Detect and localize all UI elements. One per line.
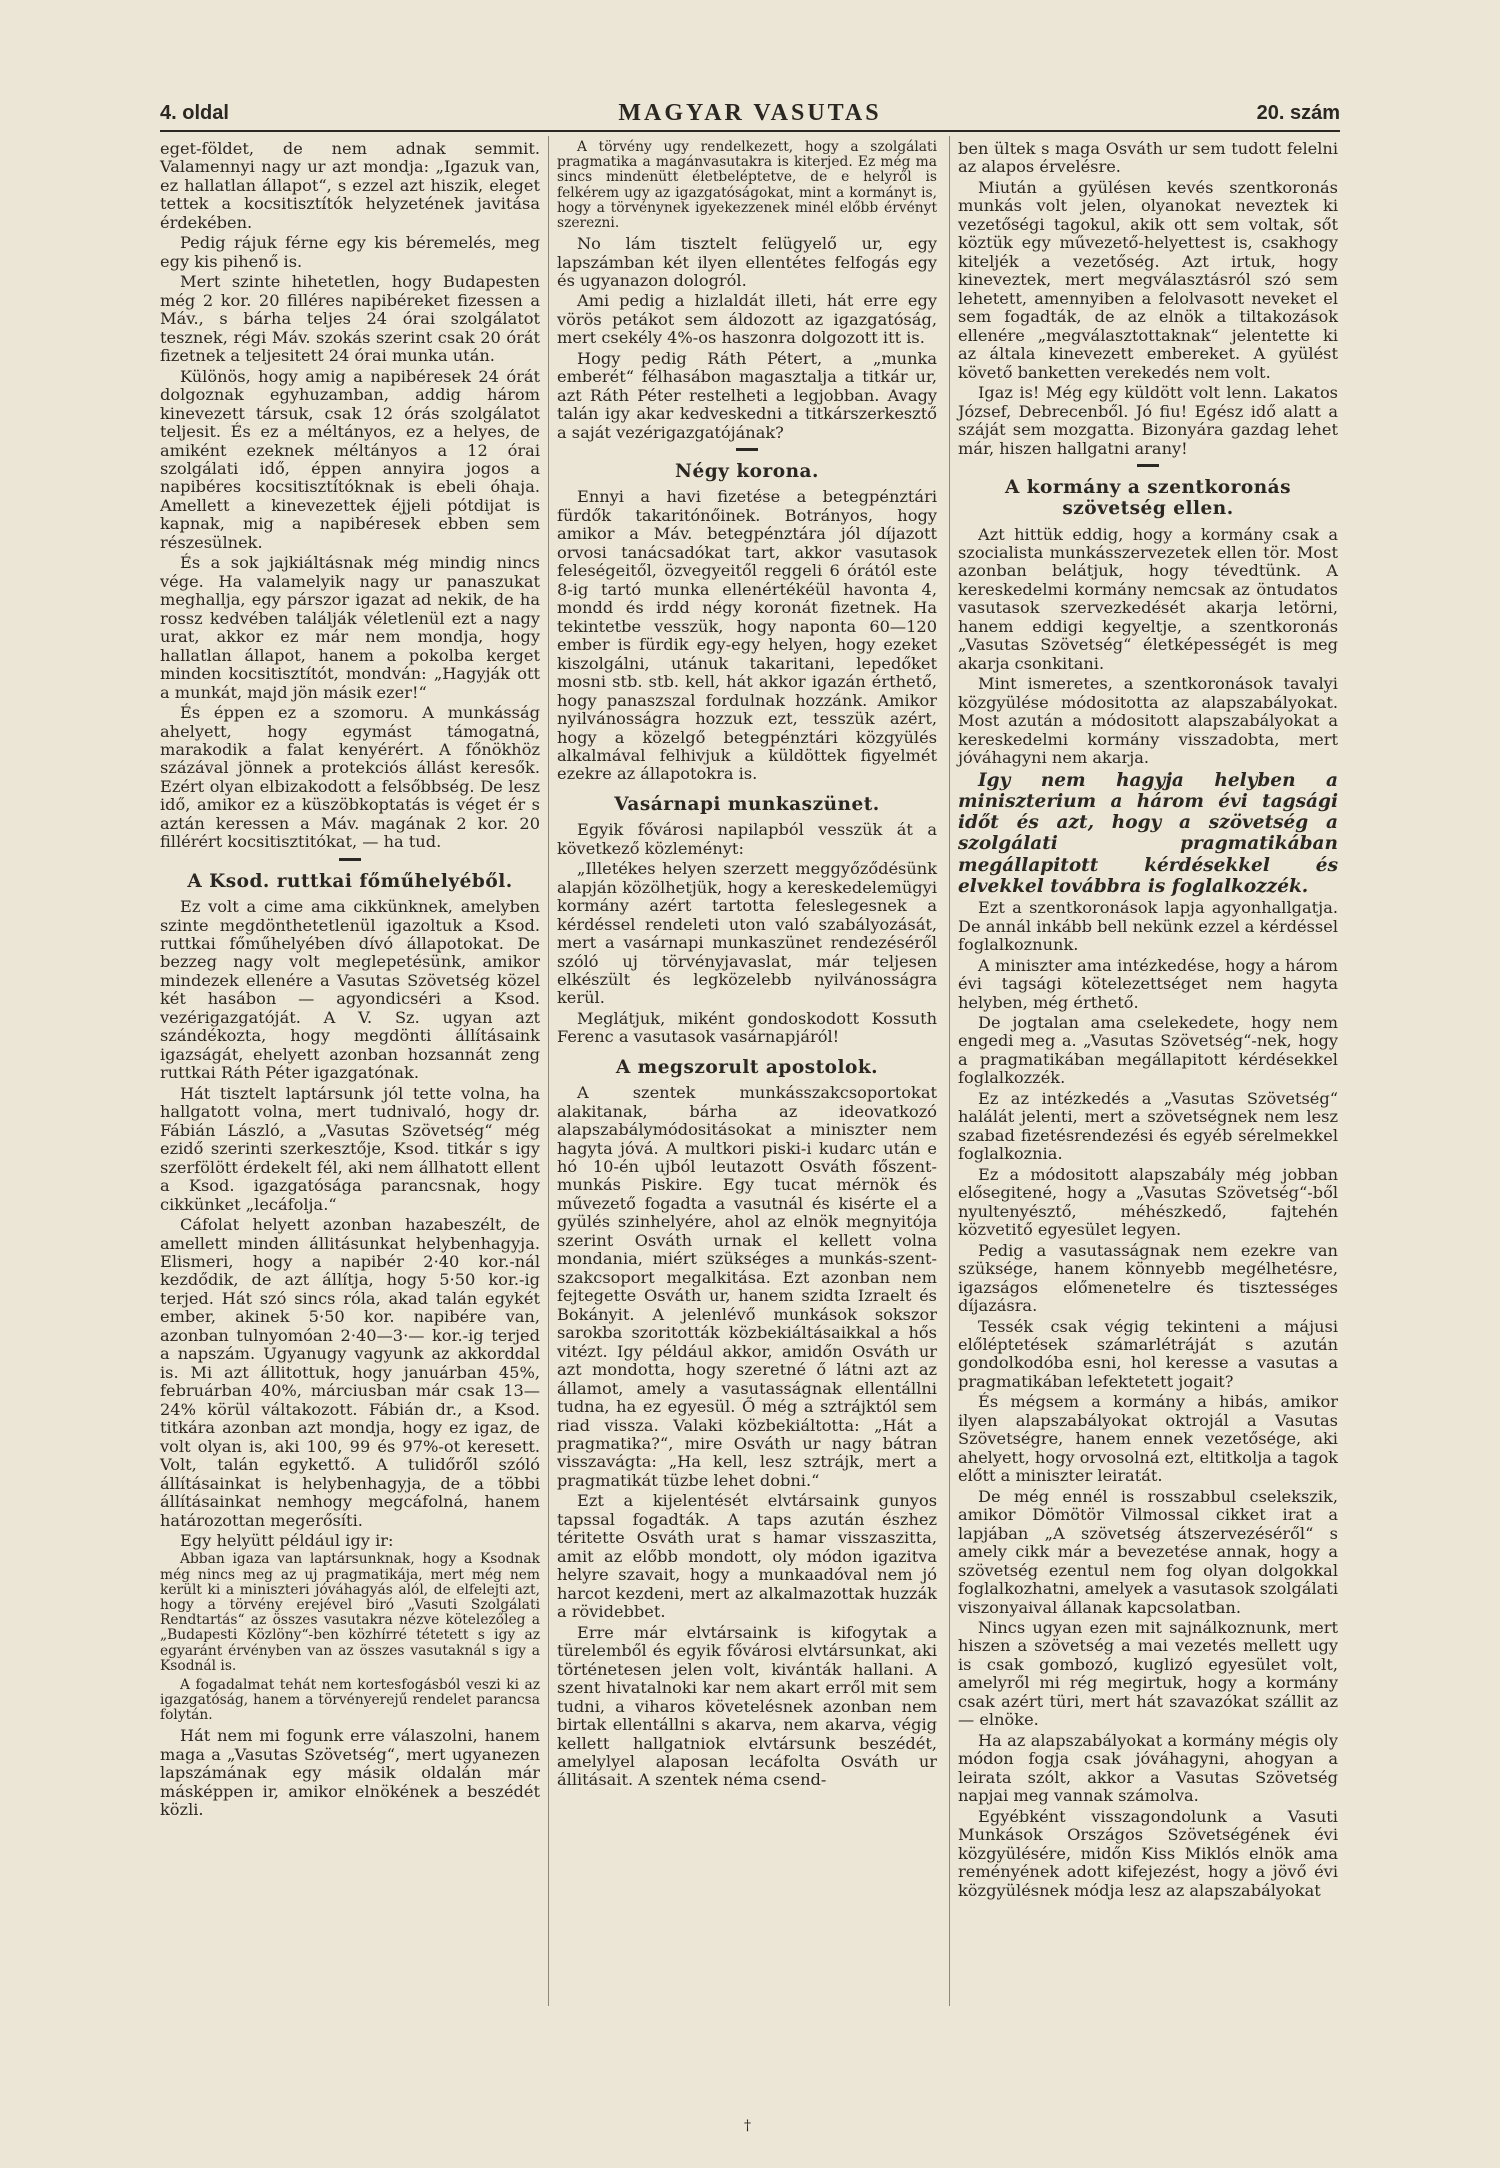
paragraph: Egyébként visszagondolunk a Vasuti Munkások Országos Szövetségének évi közgyülésére, midőn Kiss Miklós elnök ama reményének adott kifejezést, hogy a jövő évi közgyülésnek módja lesz az alapszabályokat (958, 1806, 1338, 1900)
paragraph: De még ennél is rosszabbul cselekszik, amikor Dömötör Vilmossal cikket irat a lapjában „A szövetség átszervezéséről“ s amely cikk már a bevezetése annak, hogy a szövetség ezentul nem fog olyan dolgokkal foglalkozhatni, amelyek a vasutasok szolgálati viszonyaival állanak kapcsolatban. (958, 1486, 1338, 1617)
paragraph: A szentek munkásszakcsoportokat alakitanak, bárha az ideovatkozó alapszabálymódositásokat a miniszter nem hagyta jóvá. A multkori piski-i kudarc után e hó 10-én ujból leutazott Osváth főszent-munkás Piskire. Egy tucat mérnök és művezető fogadta a vasutnál és kisérte el a gyülés szinhelyére, ahol az elnök megnyitója szerint Osváth urnak el kellett volna mondania, miért szükséges a munkás-szent-szakcsoport megalkitása. Ezt azonban nem fejtegette Osváth ur, hanem szidta Izraelt és Bokányit. A jelenlévő munkások sokszor sarokba szoritották közbekiáltásaikkal a hős vitézt. Igy például akkor, amidőn Osváth ur azt mondotta, hogy szeretné ő látni azt az államot, amely a vasutasságnak ellentállni tudna, ha ez egyesül. Ő még a sztrájktól sem riad vissza. Valaki közbekiáltotta: „Hát a pragmatika?“, mire Osváth ur nagy bátran visszavágta: „Ha kell, lesz sztrájk, mert a pragmatikát tüzbe lehet dobni.“ (557, 1083, 937, 1490)
paragraph: Meglátjuk, miként gondoskodott Kossuth Ferenc a vasutasok vasárnapjáról! (557, 1008, 937, 1047)
paragraph: Különös, hogy amig a napibéresek 24 órát dolgoznak egyhuzamban, addig három kinevezett társuk, csak 12 órás szolgálatot teljesit. És ez a méltányos, ez a helyes, de amiként ezeknek méltányos a 12 órai szolgálati idő, éppen annyira jogos a napibéres kocsitisztítóknak is ebeli óhaja. Amellett a kinevezettek éjjeli pótdijat is kapnak, mig a napibéresek ebben sem részesülnek. (160, 366, 540, 552)
paragraph: Cáfolat helyett azonban hazabeszélt, de amellett minden állitásunkat helybenhagyja. Elismeri, hogy a napibér 2·40 kor.-nál kezdődik, de azt állítja, hogy 5·50 kor.-ig terjed. Hát szó sincs róla, akad talán egykét ember, akinek 5·50 kor. napibére van, azonban tulnyomóan 2·40—3·— kor.-ig terjed a napszám. Ugyanugy vagyunk az akkorddal is. Mi azt állitottuk, hogy januárban 45%, februárban 40%, márciusban már csak 13—24% körül váltakozott. Fábián dr., a Ksod. titkára azonban azt mondja, hogy ez igaz, de volt olyan is, aki 100, 99 és 97%-ot keresett. Volt, talán egykettő. A tulidőről szóló állításainkat is helybenhagyja, de a többi állításainkat nemhogy megcáfolná, hanem határozottan megerősíti. (160, 1215, 540, 1530)
page-header (160, 100, 1340, 132)
column-3 (958, 140, 1338, 1902)
paragraph: És a sok jajkiáltásnak még mindig nincs vége. Ha valamelyik nagy ur panaszukat meghallja, egy párszor igazat ad nekik, de ha rossz kedvében találják véletlenül ezt a nagy urat, akkor ez már nem mondja, hogy hallatlan állapot, hanem a pokolba kerget minden kocsitisztítót, mondván: „Hagyják ott a munkát, majd jön másik ezer!“ (160, 553, 540, 702)
paragraph: Ezt a kijelentését elvtársaink gunyos tapssal fogadták. A taps azután észhez téritette Osváth urat s hamar visszaszitta, amit az előbb mondott, oly módon igazitva helyre szavait, hogy a munkaadóval nem jó harcot kezdeni, mert az alkalmazottak huzzák a rövidebbet. (557, 1491, 937, 1622)
paragraph: Hát tisztelt laptársunk jól tette volna, ha hallgatott volna, mert tudnivaló, hogy dr. Fábián László, a „Vasutas Szövetség“ még ezidő szerinti szerkesztője, Ksod. titkár s igy szerfölött érdekelt fél, aki nem állhatott ellent a Ksod. igazgatósága parancsnak, hogy cikkünket „lecáfolja.“ (160, 1083, 540, 1214)
newspaper-title: MAGYAR VASUTAS (618, 100, 882, 126)
column-divider (949, 136, 950, 2006)
paragraph: És éppen ez a szomoru. A munkásság ahelyett, hogy egymást támogatná, marakodik a falat kenyérért. A főnökhöz százával jönnek a protekciós állást keresők. Ezért olyan elbizakodott a felsőbbség. De lesz idő, amikor ez a küszöbkoptatás is véget ér s aztán keressen a Máv. magának 2 kor. 20 fillérért kocsitisztitókat, — ha tud. (160, 703, 540, 852)
paragraph: eget-földet, de nem adnak semmit. Valamennyi nagy ur azt mondja: „Igazuk van, ez hallatlan állapot“, s ezzel azt hiszik, eleget tettek a kocsitisztítók helyzetének javitása érdekében. (160, 139, 540, 232)
paragraph: Nincs ugyan ezen mit sajnálkoznunk, mert hiszen a szövetség a mai vezetés mellett ugy is csak gombozó, kuglizó egyesület volt, amelyről mi rég megirtuk, hogy a kormány csak azért türi, mert hát szavazókat szállit az — elnöke. (958, 1618, 1338, 1730)
paragraph: Ez a módositott alapszabály még jobban elősegitené, hogy a „Vasutas Szövetség“-ből nyultenyésztő, méhészkedő, fajtehén közvetitő egyesület legyen. (958, 1164, 1338, 1240)
paragraph: Pedig a vasutasságnak nem ezekre van szüksége, hanem könnyebb megélhetésre, igazságos előmenetelre és tisztességes díjazásra. (958, 1240, 1338, 1316)
emphasized-paragraph: Igy nem hagyja helyben a miniszterium a három évi tagsági időt és azt, hogy a szövetség a szolgálati pragmatikában megállapitott kérdésekkel és elvekkel továbbra is foglalkozzék. (958, 769, 1338, 897)
paragraph: Mint ismeretes, a szentkoronások tavalyi közgyülése módositotta az alapszabályokat. Most azután a módositott alapszabályokat a kereskedelmi kormány visszadobta, mert jóváhagyni nem akarja. (958, 674, 1338, 768)
article-heading: Vasárnapi munkaszünet. (614, 793, 880, 815)
article-heading: A Ksod. ruttkai főműhelyéből. (187, 870, 513, 892)
paragraph: Mert szinte hihetetlen, hogy Budapesten még 2 kor. 20 filléres napibéreket fizessen a Máv., s bárha teljes 24 órai szolgálatot tesznek, régi Máv. szokás szerint csak 20 órát fizetnek a teljesitett 24 órai munka után. (160, 272, 540, 366)
paragraph: És mégsem a kormány a hibás, amikor ilyen alapszabályokat oktrojál a Vasutas Szövetségre, hanem ennek vezetősége, aki ahelyett, hogy orvosolná ezt, eltitkolja a tagok előtt a miniszter leiratát. (958, 1392, 1338, 1486)
section-separator (736, 448, 758, 451)
paragraph: De jogtalan ama cselekedete, hogy nem engedi meg a. „Vasutas Szövetség“-nek, hogy a pragmatikában megállapitott kérdésekkel foglalkozzék. (958, 1013, 1338, 1088)
paragraph: Hát nem mi fogunk erre válaszolni, hanem maga a „Vasutas Szövetség“, mert ugyanezen lapszámának egy másik oldalán már másképpen ir, amikor elnökének a beszédét közli. (160, 1726, 540, 1820)
article-heading: A megszorult apostolok. (615, 1056, 879, 1078)
section-separator (339, 858, 361, 861)
quoted-paragraph: A törvény ugy rendelkezett, hogy a szolgálati pragmatika a magánvasutakra is kiterjed. Ez még ma sincs mindenütt életbeléptetve, de e helyről is felkérem ugy az igazgatóságokat, mint a kormányt is, hogy a törvénynek igyekezzenek minél előbb érvényt szerezni. (557, 139, 937, 231)
paragraph: Ez az intézkedés a „Vasutas Szövetség“ halálát jelenti, mert a szövetségnek nem lesz szabad fizetésrendezési és egyéb sérelmekkel foglalkoznia. (958, 1088, 1338, 1164)
paragraph: Egy helyütt például igy ir: (180, 1531, 394, 1551)
paragraph: „Illetékes helyen szerzett meggyőződésünk alapján közölhetjük, hogy a kereskedelemügyi kormány azért tartotta feleslegesnek a kérdéssel rendeleti uton való szabályozását, mert a vasárnapi munkaszünet rendezéséről szóló uj törvényjavaslat, már teljesen elkészült és legközelebb nyilvánosságra kerül. (557, 859, 937, 1008)
footer-mark: † (744, 2118, 751, 2134)
quoted-paragraph: A fogadalmat tehát nem kortesfogásból veszi ki az igazgatóság, hanem a törvényerejű rendelet parancsa folytán. (160, 1676, 540, 1724)
issue-number: 20. szám (1256, 102, 1340, 124)
page-number: 4. oldal (160, 102, 229, 124)
paragraph: Erre már elvtársaink is kifogytak a türelemből és egyik fővárosi elvtársunkat, aki történetesen jelen volt, kivánták hallani. A szent hivatalnoki kar nem akart erről mit sem tudni, a viharos követelésnek azonban nem birtak ellentállni s akarva, nem akarva, végig kellett hallgatniok elvtársunk beszédét, amelylyel alaposan lecáfolta Osváth ur állitásait. A szentek néma csend- (557, 1622, 937, 1790)
column-1 (160, 140, 540, 1822)
column-divider (548, 136, 549, 2006)
paragraph: Igaz is! Még egy küldött volt lenn. Lakatos József, Debrecenből. Jó fiu! Egész idő alatt a száját sem mozgatta. Bizonyára gazdag lehet már, hiszen hallgatni arany! (958, 383, 1338, 458)
paragraph: Tessék csak végig tekinteni a májusi előléptetések számarlétráját s azután gondolkodóba esni, hol keresse a vasutas a pragmatikában lefektetett jogait? (958, 1316, 1338, 1391)
article-heading: A kormány a szentkoronás szövetség ellen. (1004, 476, 1292, 520)
article-heading: Négy korona. (675, 461, 819, 483)
paragraph: Ami pedig a hizlaldát illeti, hát erre egy vörös petákot sem áldozott az igazgatóság, mert csekély 4%-os haszonra dolgozott itt is. (557, 291, 937, 348)
paragraph: ben ültek s maga Osváth ur sem tudott felelni az alapos érvelésre. (958, 139, 1338, 177)
paragraph: Egyik fővárosi napilapból vesszük át a következő közleményt: (557, 820, 937, 858)
quoted-paragraph: Abban igaza van laptársunknak, hogy a Ksodnak még nincs meg az uj pragmatikája, mert még nem került ki a miniszteri jóváhagyás alól, de elfelejti azt, hogy a törvény erejével biró „Vasuti Szolgálati Rendtartás“ az összes vasutakra nézve kötelezőleg a „Budapesti Közlöny“-ben közhírré tétetett s igy az egyaránt érvényben van az összes vasutaknál s igy a Ksodnál is. (160, 1551, 540, 1674)
section-separator (1137, 464, 1159, 467)
paragraph: Hogy pedig Ráth Pétert, a „munka emberét“ félhasábon magasztalja a titkár ur, azt Ráth Péter restelheti a legjobban. Avagy talán igy akar kedveskedni a titkárszerkesztő a saját vezérigazgatójának? (557, 348, 937, 442)
paragraph: Pedig rájuk férne egy kis béremelés, meg egy kis pihenő is. (160, 233, 540, 271)
paragraph: A miniszter ama intézkedése, hogy a három évi tagsági kötelezettséget nem hagyta helyben, még érthető. (958, 955, 1338, 1012)
paragraph: Ha az alapszabályokat a kormány mégis oly módon fogja csak jóváhagyni, ahogyan a leirata szólt, akkor a Vasutas Szövetség napjai meg vannak számolva. (958, 1730, 1338, 1806)
paragraph: Miután a gyülésen kevés szentkoronás munkás volt jelen, olyanokat neveztek ki vezetőségi tagokul, akik ott sem voltak, sőt köztük egy művezető-helyettest is, csakhogy kiteljék a vezetőség. Azt irtuk, hogy kineveztek, mert megválasztásról szó sem lehetett, amennyiben a felolvasott neveket el sem fogadták, de az elnök a tiltakozások ellenére „megválasztottaknak“ jelentette ki az általa kinevezett embereket. A gyülést követő banketten verekedés nem volt. (958, 177, 1338, 382)
paragraph: Azt hittük eddig, hogy a kormány csak a szocialista munkásszervezetek ellen tör. Most azonban belátjuk, hogy tévedtünk. A kereskedelmi kormány nemcsak az öntudatos vasutasok szervezkedését akarja letörni, hanem eddigi kegyeltje, a szentkoronás „Vasutas Szövetség“ életképességét is meg akarja csonkitani. (958, 524, 1338, 673)
column-2 (557, 140, 937, 1792)
paragraph: Ezt a szentkoronások lapja agyonhallgatja. De annál inkább bell nekünk ezzel a kérdéssel foglalkoznunk. (958, 898, 1338, 955)
paragraph: Ez volt a cime ama cikkünknek, amelyben szinte megdönthetetlenül igazoltuk a Ksod. ruttkai főműhelyében dívó állapotokat. De bezzeg nagy volt meglepetésünk, amikor mindezek ellenére a Vasutas Szövetség közel két hasábon — agyondicséri a Ksod. vezérigazgatóját. A V. Sz. ugyan azt szándékozta, hogy megdönti állításaink igazságát, ehelyett azonban hozsannát zeng ruttkai Ráth Péter igazgatónak. (160, 897, 540, 1083)
paragraph: Ennyi a havi fizetése a betegpénztári fürdők takaritónőinek. Botrányos, hogy amikor a Máv. betegpénztára jól díjazott orvosi tanácsadókat tart, akkor vasutasok feleségeitől, özvegyeitől reggeli 6 órától este 8-ig tartó munka ellenértékéül havonta 4, mondd és irdd négy koronát fizetnek. Ha tekintetbe vesszük, hogy naponta 60—120 ember is fürdik egy-egy helyen, hogy ezeket kiszolgálni, utánuk takaritani, lepedőket mosni stb. stb. kell, hát akkor igazán érthető, hogy panaszszal fordulnak hozzánk. Amikor nyilvánosságra hozzuk ezt, tesszük azért, hogy a közelgő betegpénztári közgyülés alkalmával felhivjuk a küldöttek figyelmét ezekre az állapotokra is. (557, 487, 937, 784)
paragraph: No lám tisztelt felügyelő ur, egy lapszámban két ilyen ellentétes felfogás egy és ugyanazon dologról. (557, 234, 937, 290)
